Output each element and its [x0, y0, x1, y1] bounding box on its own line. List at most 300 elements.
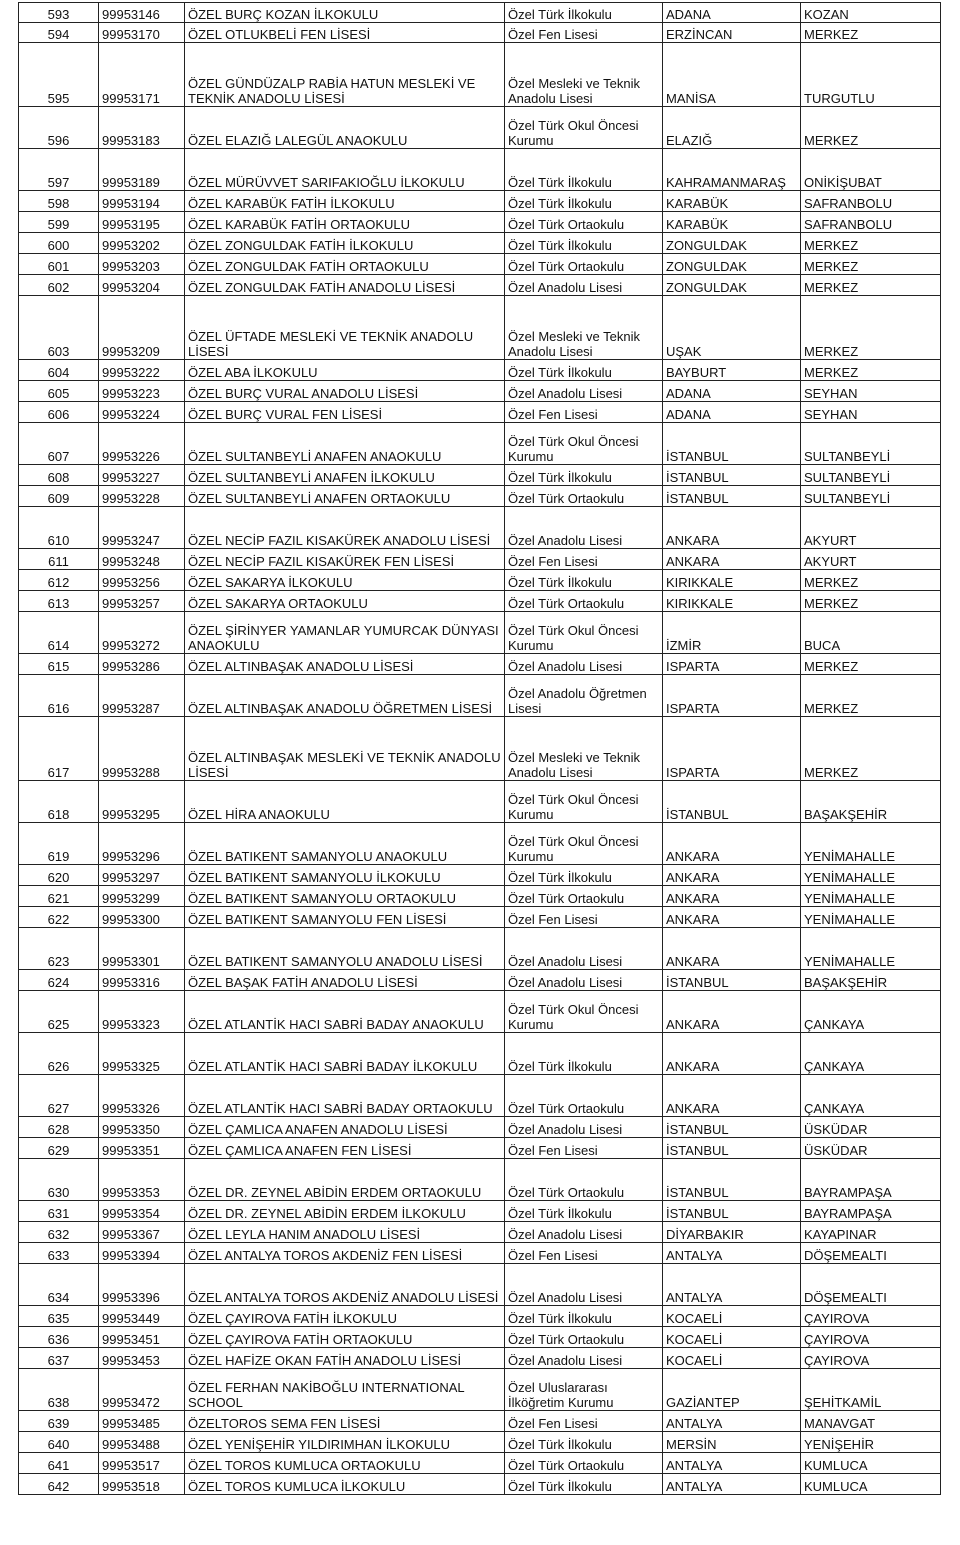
table-row — [19, 1327, 941, 1348]
province-cell: UŞAK — [663, 296, 801, 360]
school-name-cell: ÖZEL ATLANTİK HACI SABRİ BADAY ANAOKULU — [185, 991, 505, 1033]
institution-type-cell: Özel Türk Ortaokulu — [505, 1075, 663, 1117]
school-name-cell: ÖZEL ÇAMLICA ANAFEN ANADOLU LİSESİ — [185, 1117, 505, 1138]
institution-type-cell: Özel Türk Ortaokulu — [505, 1453, 663, 1474]
institution-code-cell: 99953472 — [99, 1369, 185, 1411]
institution-type-cell: Özel Uluslararası İlköğretim Kurumu — [505, 1369, 663, 1411]
province-cell: İSTANBUL — [663, 1117, 801, 1138]
row-number-cell: 600 — [19, 233, 99, 254]
school-name-cell: ÖZEL KARABÜK FATİH İLKOKULU — [185, 191, 505, 212]
institution-code-cell: 99953350 — [99, 1117, 185, 1138]
province-cell: ZONGULDAK — [663, 233, 801, 254]
district-cell: KOZAN — [801, 3, 941, 23]
school-name-cell: ÖZEL ANTALYA TOROS AKDENİZ FEN LİSESİ — [185, 1243, 505, 1264]
row-number-cell: 611 — [19, 549, 99, 570]
district-cell: ÇAYIROVA — [801, 1348, 941, 1369]
table-row — [19, 233, 941, 254]
table-row — [19, 1138, 941, 1159]
table-row — [19, 3, 941, 23]
school-name-cell: ÖZEL HİRA ANAOKULU — [185, 781, 505, 823]
institution-code-cell: 99953248 — [99, 549, 185, 570]
institution-type-cell: Özel Fen Lisesi — [505, 549, 663, 570]
row-number-cell: 602 — [19, 275, 99, 296]
table-row — [19, 191, 941, 212]
school-list-table — [18, 2, 941, 1495]
row-number-cell: 616 — [19, 675, 99, 717]
institution-code-cell: 99953195 — [99, 212, 185, 233]
district-cell: BAYRAMPAŞA — [801, 1201, 941, 1222]
school-name-cell: ÖZELTOROS SEMA FEN LİSESİ — [185, 1411, 505, 1432]
institution-type-cell: Özel Anadolu Lisesi — [505, 1348, 663, 1369]
row-number-cell: 626 — [19, 1033, 99, 1075]
row-number-cell: 603 — [19, 296, 99, 360]
row-number-cell: 641 — [19, 1453, 99, 1474]
institution-code-cell: 99953227 — [99, 465, 185, 486]
row-number-cell: 619 — [19, 823, 99, 865]
school-name-cell: ÖZEL BATIKENT SAMANYOLU İLKOKULU — [185, 865, 505, 886]
institution-type-cell: Özel Mesleki ve Teknik Anadolu Lisesi — [505, 43, 663, 107]
district-cell: BAŞAKŞEHİR — [801, 970, 941, 991]
province-cell: ANKARA — [663, 991, 801, 1033]
row-number-cell: 632 — [19, 1222, 99, 1243]
province-cell: KOCAELİ — [663, 1306, 801, 1327]
institution-code-cell: 99953146 — [99, 3, 185, 23]
province-cell: KIRIKKALE — [663, 570, 801, 591]
row-number-cell: 633 — [19, 1243, 99, 1264]
institution-code-cell: 99953451 — [99, 1327, 185, 1348]
province-cell: ZONGULDAK — [663, 254, 801, 275]
institution-type-cell: Özel Türk İlkokulu — [505, 191, 663, 212]
table-row — [19, 275, 941, 296]
district-cell: YENİMAHALLE — [801, 886, 941, 907]
district-cell: MANAVGAT — [801, 1411, 941, 1432]
district-cell: SEYHAN — [801, 402, 941, 423]
row-number-cell: 638 — [19, 1369, 99, 1411]
institution-type-cell: Özel Türk Okul Öncesi Kurumu — [505, 781, 663, 823]
table-row — [19, 43, 941, 107]
school-name-cell: ÖZEL KARABÜK FATİH ORTAOKULU — [185, 212, 505, 233]
row-number-cell: 637 — [19, 1348, 99, 1369]
institution-code-cell: 99953204 — [99, 275, 185, 296]
institution-code-cell: 99953226 — [99, 423, 185, 465]
school-name-cell: ÖZEL HAFİZE OKAN FATİH ANADOLU LİSESİ — [185, 1348, 505, 1369]
table-row — [19, 1453, 941, 1474]
row-number-cell: 621 — [19, 886, 99, 907]
province-cell: ANTALYA — [663, 1411, 801, 1432]
institution-type-cell: Özel Türk Ortaokulu — [505, 1159, 663, 1201]
institution-code-cell: 99953323 — [99, 991, 185, 1033]
district-cell: YENİMAHALLE — [801, 823, 941, 865]
table-row — [19, 1222, 941, 1243]
school-name-cell: ÖZEL SAKARYA ORTAOKULU — [185, 591, 505, 612]
table-row — [19, 675, 941, 717]
table-row — [19, 107, 941, 149]
school-name-cell: ÖZEL ALTINBAŞAK MESLEKİ VE TEKNİK ANADOLU LİSESİ — [185, 717, 505, 781]
province-cell: İSTANBUL — [663, 1159, 801, 1201]
table-row — [19, 1033, 941, 1075]
table-row — [19, 886, 941, 907]
institution-code-cell: 99953286 — [99, 654, 185, 675]
institution-type-cell: Özel Fen Lisesi — [505, 907, 663, 928]
institution-type-cell: Özel Türk İlkokulu — [505, 1033, 663, 1075]
row-number-cell: 607 — [19, 423, 99, 465]
school-name-cell: ÖZEL ÇAYIROVA FATİH İLKOKULU — [185, 1306, 505, 1327]
institution-code-cell: 99953228 — [99, 486, 185, 507]
table-row — [19, 360, 941, 381]
table-row — [19, 907, 941, 928]
school-name-cell: ÖZEL ATLANTİK HACI SABRİ BADAY İLKOKULU — [185, 1033, 505, 1075]
school-name-cell: ÖZEL BATIKENT SAMANYOLU ANADOLU LİSESİ — [185, 928, 505, 970]
institution-code-cell: 99953453 — [99, 1348, 185, 1369]
district-cell: MERKEZ — [801, 360, 941, 381]
institution-type-cell: Özel Mesleki ve Teknik Anadolu Lisesi — [505, 717, 663, 781]
district-cell: ÇANKAYA — [801, 991, 941, 1033]
row-number-cell: 642 — [19, 1474, 99, 1495]
institution-code-cell: 99953170 — [99, 23, 185, 43]
table-body — [19, 3, 941, 1495]
row-number-cell: 597 — [19, 149, 99, 191]
institution-code-cell: 99953203 — [99, 254, 185, 275]
table-row — [19, 1201, 941, 1222]
district-cell: MERKEZ — [801, 675, 941, 717]
district-cell: MERKEZ — [801, 654, 941, 675]
school-name-cell: ÖZEL ŞİRİNYER YAMANLAR YUMURCAK DÜNYASI ANAOKULU — [185, 612, 505, 654]
institution-code-cell: 99953488 — [99, 1432, 185, 1453]
province-cell: ANKARA — [663, 886, 801, 907]
table-row — [19, 823, 941, 865]
row-number-cell: 620 — [19, 865, 99, 886]
table-row — [19, 549, 941, 570]
institution-code-cell: 99953171 — [99, 43, 185, 107]
institution-type-cell: Özel Türk Okul Öncesi Kurumu — [505, 823, 663, 865]
table-row — [19, 1243, 941, 1264]
district-cell: MERKEZ — [801, 107, 941, 149]
row-number-cell: 615 — [19, 654, 99, 675]
district-cell: AKYURT — [801, 549, 941, 570]
school-name-cell: ÖZEL ÜFTADE MESLEKİ VE TEKNİK ANADOLU LİSESİ — [185, 296, 505, 360]
district-cell: KAYAPINAR — [801, 1222, 941, 1243]
institution-code-cell: 99953316 — [99, 970, 185, 991]
row-number-cell: 612 — [19, 570, 99, 591]
row-number-cell: 635 — [19, 1306, 99, 1327]
district-cell: SEYHAN — [801, 381, 941, 402]
table-row — [19, 717, 941, 781]
district-cell: MERKEZ — [801, 23, 941, 43]
row-number-cell: 625 — [19, 991, 99, 1033]
school-name-cell: ÖZEL ABA İLKOKULU — [185, 360, 505, 381]
institution-code-cell: 99953517 — [99, 1453, 185, 1474]
school-name-cell: ÖZEL ALTINBAŞAK ANADOLU LİSESİ — [185, 654, 505, 675]
school-name-cell: ÖZEL LEYLA HANIM ANADOLU LİSESİ — [185, 1222, 505, 1243]
row-number-cell: 628 — [19, 1117, 99, 1138]
institution-type-cell: Özel Anadolu Öğretmen Lisesi — [505, 675, 663, 717]
institution-type-cell: Özel Türk İlkokulu — [505, 1201, 663, 1222]
school-name-cell: ÖZEL ANTALYA TOROS AKDENİZ ANADOLU LİSESİ — [185, 1264, 505, 1306]
row-number-cell: 631 — [19, 1201, 99, 1222]
school-name-cell: ÖZEL BURÇ VURAL FEN LİSESİ — [185, 402, 505, 423]
institution-type-cell: Özel Anadolu Lisesi — [505, 1264, 663, 1306]
institution-code-cell: 99953288 — [99, 717, 185, 781]
institution-type-cell: Özel Fen Lisesi — [505, 1411, 663, 1432]
row-number-cell: 639 — [19, 1411, 99, 1432]
district-cell: BAŞAKŞEHİR — [801, 781, 941, 823]
institution-code-cell: 99953518 — [99, 1474, 185, 1495]
table-row — [19, 1159, 941, 1201]
province-cell: ANKARA — [663, 823, 801, 865]
table-row — [19, 1474, 941, 1495]
institution-type-cell: Özel Türk İlkokulu — [505, 1432, 663, 1453]
row-number-cell: 634 — [19, 1264, 99, 1306]
school-name-cell: ÖZEL TOROS KUMLUCA ORTAOKULU — [185, 1453, 505, 1474]
table-row — [19, 865, 941, 886]
school-name-cell: ÖZEL MÜRÜVVET SARIFAKIOĞLU İLKOKULU — [185, 149, 505, 191]
province-cell: ADANA — [663, 402, 801, 423]
province-cell: ANKARA — [663, 1033, 801, 1075]
institution-code-cell: 99953394 — [99, 1243, 185, 1264]
school-name-cell: ÖZEL FERHAN NAKİBOĞLU INTERNATIONAL SCHOOL — [185, 1369, 505, 1411]
school-name-cell: ÖZEL DR. ZEYNEL ABİDİN ERDEM ORTAOKULU — [185, 1159, 505, 1201]
institution-code-cell: 99953325 — [99, 1033, 185, 1075]
province-cell: ANTALYA — [663, 1264, 801, 1306]
row-number-cell: 599 — [19, 212, 99, 233]
province-cell: MANİSA — [663, 43, 801, 107]
row-number-cell: 627 — [19, 1075, 99, 1117]
row-number-cell: 605 — [19, 381, 99, 402]
district-cell: MERKEZ — [801, 254, 941, 275]
institution-code-cell: 99953351 — [99, 1138, 185, 1159]
table-row — [19, 23, 941, 43]
institution-code-cell: 99953353 — [99, 1159, 185, 1201]
school-name-cell: ÖZEL NECİP FAZIL KISAKÜREK ANADOLU LİSESİ — [185, 507, 505, 549]
row-number-cell: 609 — [19, 486, 99, 507]
province-cell: DİYARBAKIR — [663, 1222, 801, 1243]
province-cell: ANTALYA — [663, 1474, 801, 1495]
school-name-cell: ÖZEL ALTINBAŞAK ANADOLU ÖĞRETMEN LİSESİ — [185, 675, 505, 717]
institution-code-cell: 99953272 — [99, 612, 185, 654]
province-cell: ZONGULDAK — [663, 275, 801, 296]
institution-type-cell: Özel Anadolu Lisesi — [505, 507, 663, 549]
province-cell: MERSİN — [663, 1432, 801, 1453]
district-cell: DÖŞEMEALTI — [801, 1264, 941, 1306]
table-row — [19, 507, 941, 549]
district-cell: MERKEZ — [801, 591, 941, 612]
institution-type-cell: Özel Fen Lisesi — [505, 1243, 663, 1264]
province-cell: ANTALYA — [663, 1453, 801, 1474]
district-cell: YENİŞEHİR — [801, 1432, 941, 1453]
school-name-cell: ÖZEL ÇAYIROVA FATİH ORTAOKULU — [185, 1327, 505, 1348]
row-number-cell: 623 — [19, 928, 99, 970]
province-cell: İSTANBUL — [663, 486, 801, 507]
province-cell: KARABÜK — [663, 191, 801, 212]
table-row — [19, 654, 941, 675]
institution-type-cell: Özel Türk İlkokulu — [505, 465, 663, 486]
institution-type-cell: Özel Türk Okul Öncesi Kurumu — [505, 107, 663, 149]
province-cell: ANKARA — [663, 865, 801, 886]
institution-type-cell: Özel Türk Ortaokulu — [505, 254, 663, 275]
school-name-cell: ÖZEL BURÇ VURAL ANADOLU LİSESİ — [185, 381, 505, 402]
institution-type-cell: Özel Mesleki ve Teknik Anadolu Lisesi — [505, 296, 663, 360]
row-number-cell: 640 — [19, 1432, 99, 1453]
district-cell: ONİKİŞUBAT — [801, 149, 941, 191]
province-cell: ANTALYA — [663, 1243, 801, 1264]
district-cell: ÜSKÜDAR — [801, 1117, 941, 1138]
school-name-cell: ÖZEL OTLUKBELİ FEN LİSESİ — [185, 23, 505, 43]
row-number-cell: 636 — [19, 1327, 99, 1348]
school-name-cell: ÖZEL SAKARYA İLKOKULU — [185, 570, 505, 591]
district-cell: MERKEZ — [801, 275, 941, 296]
province-cell: İSTANBUL — [663, 465, 801, 486]
district-cell: ÇAYIROVA — [801, 1306, 941, 1327]
row-number-cell: 624 — [19, 970, 99, 991]
province-cell: ANKARA — [663, 507, 801, 549]
institution-type-cell: Özel Anadolu Lisesi — [505, 275, 663, 296]
table-row — [19, 970, 941, 991]
province-cell: KAHRAMANMARAŞ — [663, 149, 801, 191]
school-name-cell: ÖZEL ZONGULDAK FATİH ANADOLU LİSESİ — [185, 275, 505, 296]
province-cell: İSTANBUL — [663, 423, 801, 465]
institution-code-cell: 99953297 — [99, 865, 185, 886]
institution-code-cell: 99953194 — [99, 191, 185, 212]
institution-code-cell: 99953257 — [99, 591, 185, 612]
institution-code-cell: 99953396 — [99, 1264, 185, 1306]
institution-type-cell: Özel Anadolu Lisesi — [505, 928, 663, 970]
district-cell: MERKEZ — [801, 233, 941, 254]
province-cell: BAYBURT — [663, 360, 801, 381]
district-cell: YENİMAHALLE — [801, 928, 941, 970]
table-row — [19, 1306, 941, 1327]
institution-type-cell: Özel Türk Ortaokulu — [505, 1327, 663, 1348]
province-cell: KIRIKKALE — [663, 591, 801, 612]
province-cell: ANKARA — [663, 928, 801, 970]
district-cell: KUMLUCA — [801, 1453, 941, 1474]
row-number-cell: 613 — [19, 591, 99, 612]
district-cell: YENİMAHALLE — [801, 865, 941, 886]
table-row — [19, 1411, 941, 1432]
institution-code-cell: 99953287 — [99, 675, 185, 717]
district-cell: KUMLUCA — [801, 1474, 941, 1495]
district-cell: SAFRANBOLU — [801, 191, 941, 212]
institution-code-cell: 99953256 — [99, 570, 185, 591]
district-cell: SULTANBEYLİ — [801, 465, 941, 486]
province-cell: İZMİR — [663, 612, 801, 654]
institution-type-cell: Özel Anadolu Lisesi — [505, 970, 663, 991]
school-name-cell: ÖZEL BATIKENT SAMANYOLU ORTAOKULU — [185, 886, 505, 907]
institution-type-cell: Özel Türk İlkokulu — [505, 570, 663, 591]
school-name-cell: ÖZEL BAŞAK FATİH ANADOLU LİSESİ — [185, 970, 505, 991]
table-row — [19, 486, 941, 507]
row-number-cell: 606 — [19, 402, 99, 423]
school-name-cell: ÖZEL GÜNDÜZALP RABİA HATUN MESLEKİ VE TEKNİK ANADOLU LİSESİ — [185, 43, 505, 107]
row-number-cell: 614 — [19, 612, 99, 654]
institution-code-cell: 99953202 — [99, 233, 185, 254]
table-row — [19, 381, 941, 402]
district-cell: ÇANKAYA — [801, 1075, 941, 1117]
institution-type-cell: Özel Türk Ortaokulu — [505, 886, 663, 907]
row-number-cell: 617 — [19, 717, 99, 781]
province-cell: ISPARTA — [663, 717, 801, 781]
district-cell: BUCA — [801, 612, 941, 654]
school-name-cell: ÖZEL ATLANTİK HACI SABRİ BADAY ORTAOKULU — [185, 1075, 505, 1117]
institution-code-cell: 99953222 — [99, 360, 185, 381]
province-cell: İSTANBUL — [663, 1138, 801, 1159]
province-cell: KARABÜK — [663, 212, 801, 233]
table-row — [19, 423, 941, 465]
province-cell: ERZİNCAN — [663, 23, 801, 43]
province-cell: GAZİANTEP — [663, 1369, 801, 1411]
district-cell: ÇAYIROVA — [801, 1327, 941, 1348]
district-cell: BAYRAMPAŞA — [801, 1159, 941, 1201]
table-row — [19, 149, 941, 191]
row-number-cell: 630 — [19, 1159, 99, 1201]
province-cell: KOCAELİ — [663, 1348, 801, 1369]
institution-code-cell: 99953367 — [99, 1222, 185, 1243]
table-row — [19, 1432, 941, 1453]
row-number-cell: 601 — [19, 254, 99, 275]
province-cell: ANKARA — [663, 1075, 801, 1117]
row-number-cell: 608 — [19, 465, 99, 486]
table-row — [19, 781, 941, 823]
province-cell: ANKARA — [663, 907, 801, 928]
school-name-cell: ÖZEL SULTANBEYLİ ANAFEN ORTAOKULU — [185, 486, 505, 507]
table-row — [19, 1117, 941, 1138]
institution-type-cell: Özel Türk Ortaokulu — [505, 591, 663, 612]
institution-code-cell: 99953326 — [99, 1075, 185, 1117]
institution-code-cell: 99953183 — [99, 107, 185, 149]
school-name-cell: ÖZEL YENİŞEHİR YILDIRIMHAN İLKOKULU — [185, 1432, 505, 1453]
institution-code-cell: 99953189 — [99, 149, 185, 191]
row-number-cell: 598 — [19, 191, 99, 212]
institution-type-cell: Özel Türk Okul Öncesi Kurumu — [505, 991, 663, 1033]
province-cell: KOCAELİ — [663, 1327, 801, 1348]
school-name-cell: ÖZEL NECİP FAZIL KISAKÜREK FEN LİSESİ — [185, 549, 505, 570]
district-cell: YENİMAHALLE — [801, 907, 941, 928]
school-name-cell: ÖZEL ÇAMLICA ANAFEN FEN LİSESİ — [185, 1138, 505, 1159]
district-cell: SULTANBEYLİ — [801, 423, 941, 465]
institution-code-cell: 99953301 — [99, 928, 185, 970]
school-name-cell: ÖZEL ZONGULDAK FATİH İLKOKULU — [185, 233, 505, 254]
school-name-cell: ÖZEL BATIKENT SAMANYOLU FEN LİSESİ — [185, 907, 505, 928]
row-number-cell: 610 — [19, 507, 99, 549]
district-cell: DÖŞEMEALTI — [801, 1243, 941, 1264]
institution-type-cell: Özel Anadolu Lisesi — [505, 1222, 663, 1243]
province-cell: İSTANBUL — [663, 1201, 801, 1222]
institution-type-cell: Özel Türk İlkokulu — [505, 360, 663, 381]
institution-code-cell: 99953223 — [99, 381, 185, 402]
row-number-cell: 622 — [19, 907, 99, 928]
institution-type-cell: Özel Anadolu Lisesi — [505, 654, 663, 675]
table-row — [19, 570, 941, 591]
school-name-cell: ÖZEL ZONGULDAK FATİH ORTAOKULU — [185, 254, 505, 275]
row-number-cell: 604 — [19, 360, 99, 381]
institution-type-cell: Özel Türk İlkokulu — [505, 149, 663, 191]
institution-type-cell: Özel Türk İlkokulu — [505, 3, 663, 23]
institution-type-cell: Özel Türk Ortaokulu — [505, 486, 663, 507]
institution-code-cell: 99953300 — [99, 907, 185, 928]
institution-type-cell: Özel Fen Lisesi — [505, 1138, 663, 1159]
school-name-cell: ÖZEL SULTANBEYLİ ANAFEN ANAOKULU — [185, 423, 505, 465]
province-cell: ADANA — [663, 381, 801, 402]
district-cell: AKYURT — [801, 507, 941, 549]
table-row — [19, 212, 941, 233]
school-name-cell: ÖZEL TOROS KUMLUCA İLKOKULU — [185, 1474, 505, 1495]
institution-type-cell: Özel Türk Okul Öncesi Kurumu — [505, 423, 663, 465]
district-cell: MERKEZ — [801, 296, 941, 360]
table-row — [19, 465, 941, 486]
row-number-cell: 596 — [19, 107, 99, 149]
row-number-cell: 618 — [19, 781, 99, 823]
institution-type-cell: Özel Türk İlkokulu — [505, 233, 663, 254]
school-name-cell: ÖZEL BURÇ KOZAN İLKOKULU — [185, 3, 505, 23]
